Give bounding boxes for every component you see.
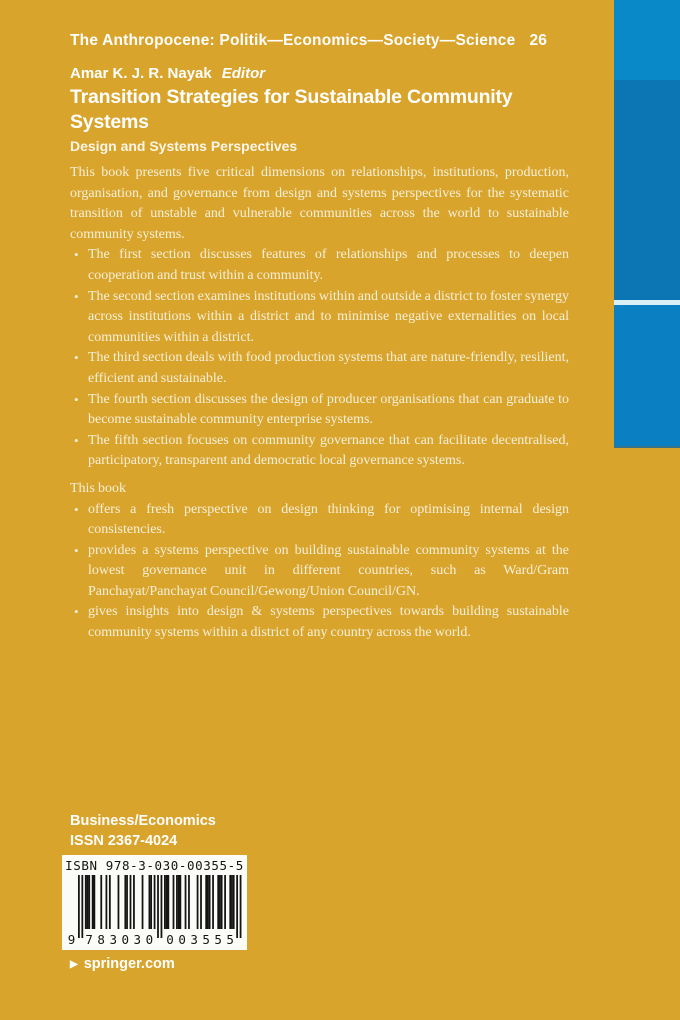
svg-text:0: 0 [145,932,153,947]
issn-number: ISSN 2367-4024 [70,833,178,849]
bullet-item: • The fifth section focuses on community governance that can facilitate decentralised, participatory, transparent and democratic local governance systems. [70,431,569,472]
this-book-label: This book [70,480,126,496]
bullet-item: • provides a systems perspective on building sustainable community systems at the lowest governance unit in different countries, such as Ward/Gram Panchayat/Panchayat Council/Gewong/Union Council/GN. [70,541,569,603]
bullet-item: • The first section discusses features of relationships and processes to deepen cooperation and trust within a community. [70,245,569,286]
svg-text:5: 5 [201,932,210,947]
series-title: The Anthropocene: Politik—Economics—Society—Science [70,32,516,49]
band-segment-bottom [614,305,680,448]
band-segment-mid [614,80,680,300]
subject-category: Business/Economics [70,813,216,829]
publisher-website-line [70,956,175,972]
svg-text:3: 3 [133,932,141,947]
book-subtitle: Design and Systems Perspectives [70,138,298,154]
blurb-intro: This book presents five critical dimensions on relationships, institutions, production, organisation, and governance from design and systems perspectives for the systematic transition of unstable and vulnerable communities across the world to sustainable community systems. [70,165,569,242]
isbn-barcode-box [62,855,247,950]
svg-text:5: 5 [225,932,234,947]
feature-bullet-list [70,500,569,644]
svg-text:0: 0 [165,932,174,947]
cover-header [70,33,570,154]
publisher-website: springer.com [83,956,175,972]
svg-text:8: 8 [96,932,105,947]
triangle-right-icon: ▶ [70,959,78,970]
svg-text:7: 7 [84,932,93,947]
bullet-item: • offers a fresh perspective on design thinking for optimising internal design consistencies. [70,500,569,541]
svg-text:3: 3 [189,932,198,947]
series-volume-number: 26 [529,32,548,49]
author-role: Editor [221,65,266,82]
band-segment-top [614,0,680,80]
isbn-label: ISBN 978-3-030-00355-5 [65,858,244,873]
author-line [70,66,570,82]
bullet-item: • The third section deals with food production systems that are nature-friendly, resilient, efficient and sustainable. [70,348,569,389]
bullet-item: • gives insights into design & systems perspectives towards building sustainable community systems within a district of any country across the world. [70,602,569,643]
svg-text:0: 0 [177,932,186,947]
section-bullet-list [70,245,569,472]
ean13-barcode [67,875,243,947]
series-color-band [614,0,680,448]
svg-text:0: 0 [121,932,129,947]
bullet-item: • The fourth section discusses the design of producer organisations that can graduate to become sustainable community enterprise systems. [70,390,569,431]
svg-text:3: 3 [109,932,117,947]
book-title: Transition Strategies for Sustainable Community Systems [70,86,513,133]
svg-text:9: 9 [67,932,75,947]
back-cover-blurb [70,163,569,644]
author-name: Amar K. J. R. Nayak [70,65,212,82]
bullet-item: • The second section examines institutions within and outside a district to foster synergy across institutions within a district and to minimise negative externalities on local communities within a district. [70,287,569,349]
series-title-line [70,33,570,49]
svg-text:5: 5 [213,932,222,947]
